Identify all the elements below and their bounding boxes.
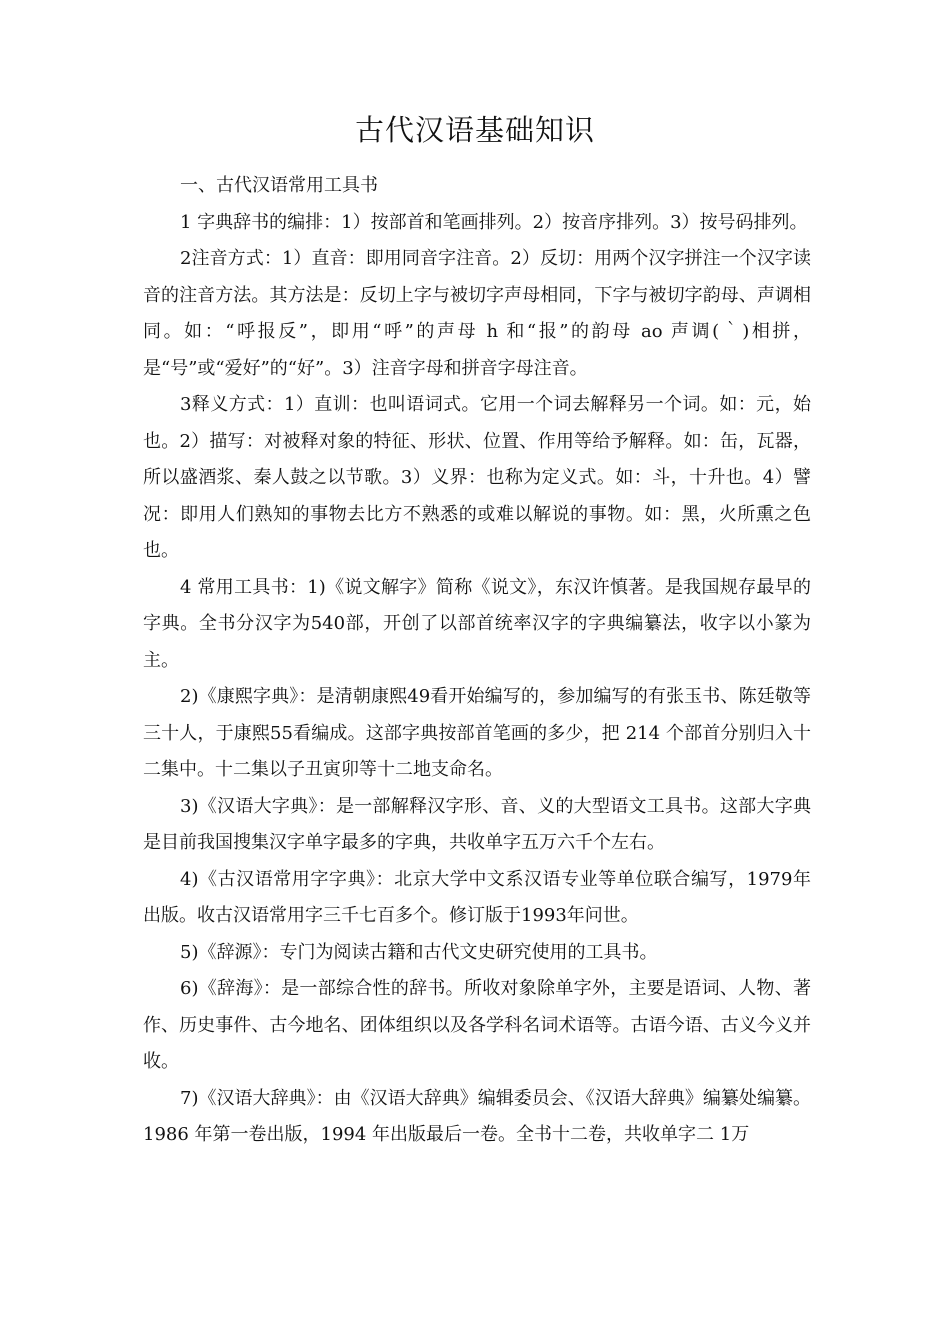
document-body xyxy=(143,168,811,1154)
paragraph: 6)《辞海》：是一部综合性的辞书。所收对象除单字外，主要是语词、人物、著作、历史事件、古今地名、团体组织以及各学科名词术语等。古语今语、古义今义并收。 xyxy=(143,978,811,1072)
paragraph: 3释义方式：1）直训：也叫语词式。它用一个词去解释另一个词。如：元，始也。2）描写：对被释对象的特征、形状、位置、作用等给予解释。如：缶，瓦器，所以盛酒浆、秦人鼓之以节歌。3）义界：也称为定义式。如：斗，十升也。4）譬况：即用人们熟知的事物去比方不熟悉的或难以解说的事物。如：黑，火所熏之色也。 xyxy=(143,394,811,561)
paragraph: 1 字典辞书的编排：1）按部首和笔画排列。2）按音序排列。3）按号码排列。 xyxy=(180,211,808,233)
paragraph: 2)《康熙字典》：是清朝康熙49看开始编写的，参加编写的有张玉书、陈廷敬等三十人，于康熙55看编成。这部字典按部首笔画的多少，把 214 个部首分别归入十二集中。十二集以子丑寅卯等十二地支命名。 xyxy=(143,686,811,780)
document-title: 古代汉语基础知识 xyxy=(354,113,595,147)
paragraph: 4)《古汉语常用字字典》：北京大学中文系汉语专业等单位联合编写，1979年出版。收古汉语常用字三千七百多个。修订版于1993年问世。 xyxy=(143,868,811,926)
paragraph: 3)《汉语大字典》：是一部解释汉字形、音、义的大型语文工具书。这部大字典是目前我国搜集汉字单字最多的字典，共收单字五万六千个左右。 xyxy=(143,795,811,853)
paragraph: 4 常用工具书：1)《说文解字》简称《说文》，东汉许慎著。是我国规存最早的字典。全书分汉字为540部，开创了以部首统率汉字的字典编纂法，收字以小篆为主。 xyxy=(143,576,811,671)
paragraph: 2注音方式：1）直音：即用同音字注音。2）反切：用两个汉字拼注一个汉字读音的注音方法。其方法是：反切上字与被切字声母相同，下字与被切字韵母、声调相同。如：“呼报反”，即用“呼”的声母 h 和“报”的韵母 ao 声调(｀)相拼，是“号”或“爱好”的“好”。3）注音字母和拼音字母注音。 xyxy=(143,248,811,379)
paragraph: 5)《辞源》：专门为阅读古籍和古代文史研究使用的工具书。 xyxy=(180,941,658,963)
section-heading: 一、古代汉语常用工具书 xyxy=(180,175,378,196)
paragraph: 7)《汉语大辞典》：由《汉语大辞典》编辑委员会、《汉语大辞典》编纂处编纂。1986 年第一卷出版，1994 年出版最后一卷。全书十二卷，共收单字二 1万 xyxy=(143,1087,811,1145)
